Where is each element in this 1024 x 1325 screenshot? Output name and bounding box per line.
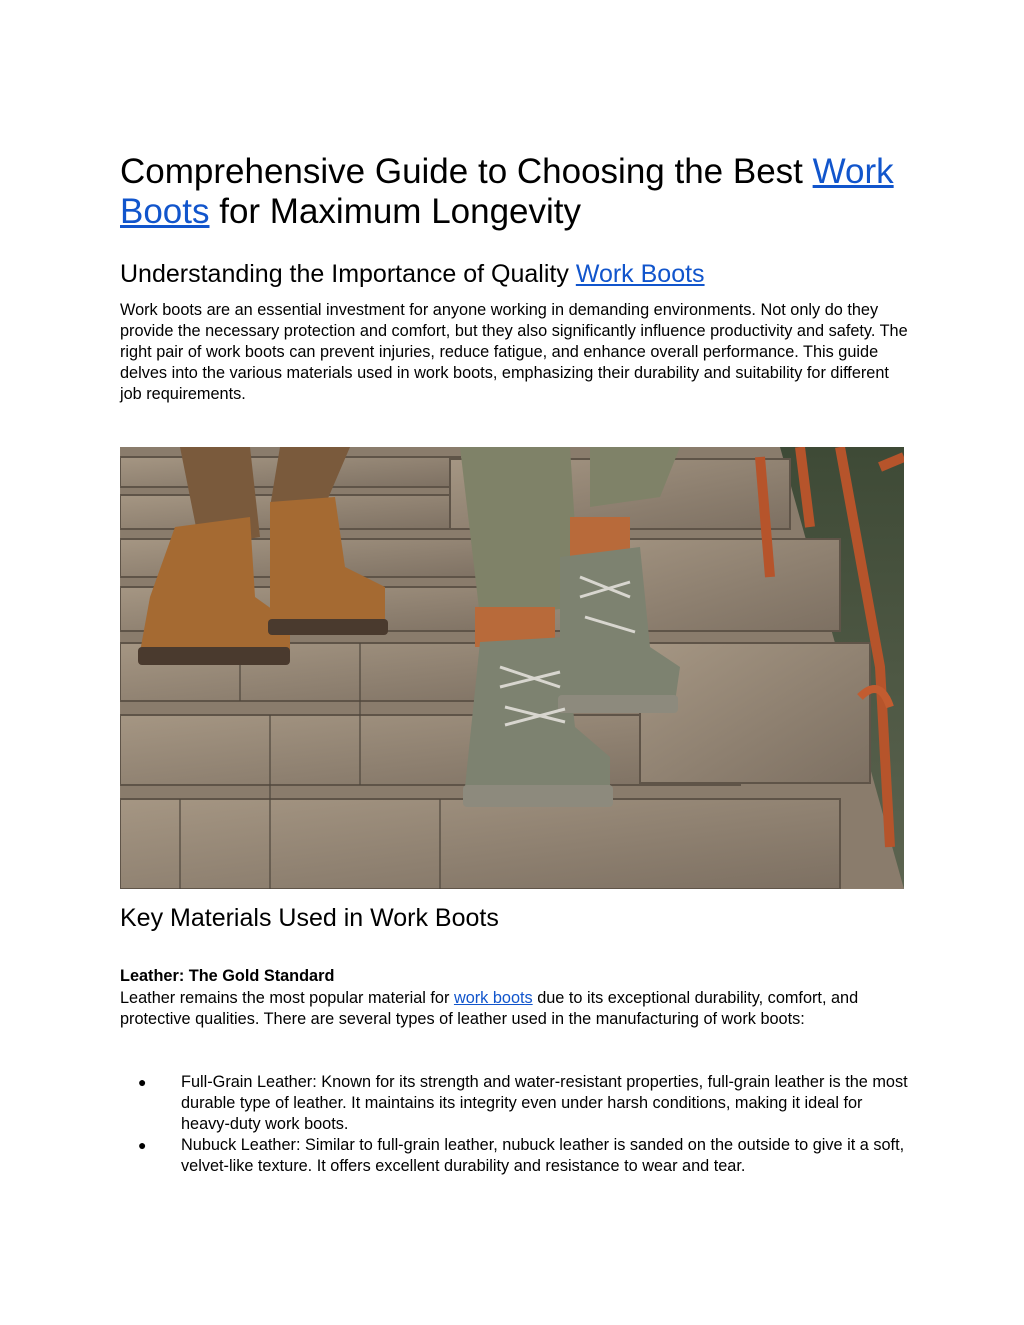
leather-types-list [0, 1072, 910, 1177]
list-item-text: Nubuck Leather: Similar to full-grain leather, nubuck leather is sanded on the outside to give it a soft, velvet-like texture. It offers excellent durability and resistance to wear and tear. [181, 1136, 905, 1175]
bullet-icon: ● [138, 1137, 147, 1153]
list-item [0, 1135, 910, 1177]
work-boots-link[interactable]: work boots [453, 989, 533, 1007]
page-title [120, 152, 910, 232]
section-heading-work-boots-link[interactable]: Work Boots [575, 260, 705, 288]
title-text-before: Comprehensive Guide to Choosing the Best [120, 152, 813, 191]
title-work-boots-link[interactable]: Work Boots [120, 152, 894, 231]
title-text-after: for Maximum Longevity [209, 192, 582, 231]
leather-subheading: Leather: The Gold Standard [120, 967, 335, 985]
list-item-text: Full-Grain Leather: Known for its strength and water-resistant properties, full-grain leather is the most durable type of leather. It maintains its integrity even under harsh conditions, making it ideal for heavy-duty work boots. [181, 1073, 908, 1133]
section-heading-importance [120, 258, 910, 290]
leather-paragraph [120, 988, 910, 1030]
bullet-icon: ● [138, 1074, 147, 1090]
leather-text-after: due to its exceptional durability, comfort, and protective qualities. There are several types of leather used in the manufacturing of work boots: [120, 989, 859, 1028]
section-heading-materials: Key Materials Used in Work Boots [120, 904, 499, 932]
leather-text-before: Leather remains the most popular material for [120, 989, 454, 1007]
list-item [0, 1072, 910, 1135]
intro-paragraph: Work boots are an essential investment for anyone working in demanding environments. Not only do they provide the necessary protection and comfort, but they also significantly influence productivity and safety. The right pair of work boots can prevent injuries, reduce fatigue, and enhance overall performance. This guide delves into the various materials used in work boots, emphasizing their durability and suitability for different job requirements. [120, 301, 908, 403]
work-boots-photo [120, 447, 904, 889]
section-heading-text: Understanding the Importance of Quality [120, 260, 576, 288]
